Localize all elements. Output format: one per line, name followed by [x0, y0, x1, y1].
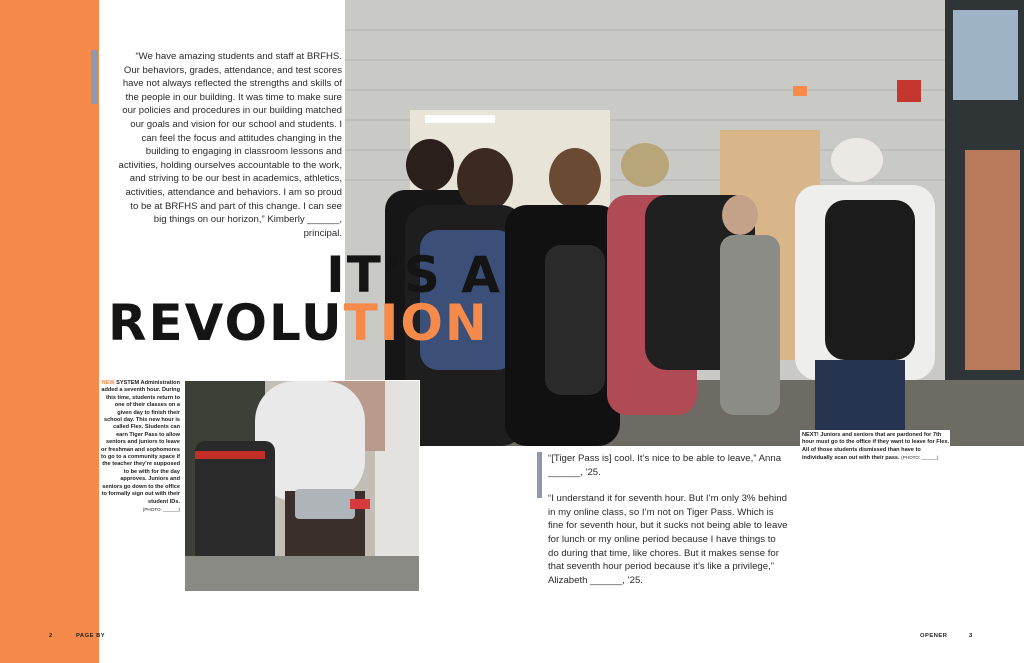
left-page-number: 2	[49, 633, 53, 639]
right-footer-label: OPENER	[920, 633, 948, 639]
student-quote-alizabeth: “I understand it for seventh hour. But I’m only 3% behind in my online class, so I’m not on Tiger Pass. Which is fine for seventh hour, but it sucks not being able to leave for lunch or my online period because I have things to do during that time, like chores. But it makes sense for that seventh hour period because it’s like a privilege,” Alizabeth ______, ’25.	[548, 493, 788, 586]
principal-quote-marker	[91, 50, 98, 104]
student-quote-anna: “[Tiger Pass is] cool. It’s nice to be able to leave,” Anna ______, ’25.	[548, 453, 782, 478]
headline-line-2-accent: TION	[343, 294, 489, 352]
main-caption-photo-credit: (PHOTO: ______)	[901, 455, 939, 461]
student-quote-marker	[537, 452, 542, 498]
student-quotes	[548, 452, 788, 600]
sidebar-heading: SYSTEM	[116, 380, 140, 386]
main-caption-kicker: NEXT!	[802, 432, 819, 438]
scanner-illustration	[185, 381, 420, 592]
sidebar-body: Administration added a seventh hour. During this time, students return to one of their classes on a given day to finish their school day. This new hour is called Flex. Students can earn Tiger Pass to allow seniors and juniors to leave or freshman and sophomores to go to a community space if the teacher they’re supposed to be with for the day approves. Juniors and seniors go down to the office to formally sign out with their student IDs.	[101, 380, 180, 505]
main-photo-caption	[800, 430, 950, 463]
headline	[108, 246, 528, 352]
headline-line-1: IT’S A	[326, 246, 502, 304]
headline-line-2	[108, 294, 528, 352]
left-orange-bar	[0, 0, 99, 663]
left-footer-label: PAGE BY	[76, 633, 106, 639]
principal-quote: “We have amazing students and staff at BRFHS. Our behaviors, grades, attendance, and test scores have not always reflected the strengths and skills of the people in our building. It was time to make sure our policies and procedures in our building matched our goals and vision for our school and students. I can feel the focus and attitudes changing in the building to engaging in classroom lessons and activities, holding ourselves accountable to the work, and striving to be our best in academics, athletics, activities, attendance and behaviors. I am so proud to be at BRFHS and part of this change. I can see big things on our horizon,” Kimberly ______, principal.	[118, 51, 342, 239]
inset-photo-scanner	[184, 380, 420, 592]
headline-line-2-dark: REVOLU	[108, 294, 344, 352]
main-photo-hallway	[345, 0, 1024, 446]
sidebar-caption	[100, 380, 180, 514]
right-page-number: 3	[969, 633, 973, 639]
sidebar-photo-credit: (PHOTO: ______)	[142, 506, 180, 512]
sidebar-kicker: NEW	[101, 380, 115, 386]
main-caption-body: Juniors and seniors that are pardoned for 7th hour must go to the office if they want to leave for Flex. All of those students dismissed than have to individually scan out with their pass.	[802, 432, 950, 462]
hallway-illustration	[345, 0, 1024, 446]
